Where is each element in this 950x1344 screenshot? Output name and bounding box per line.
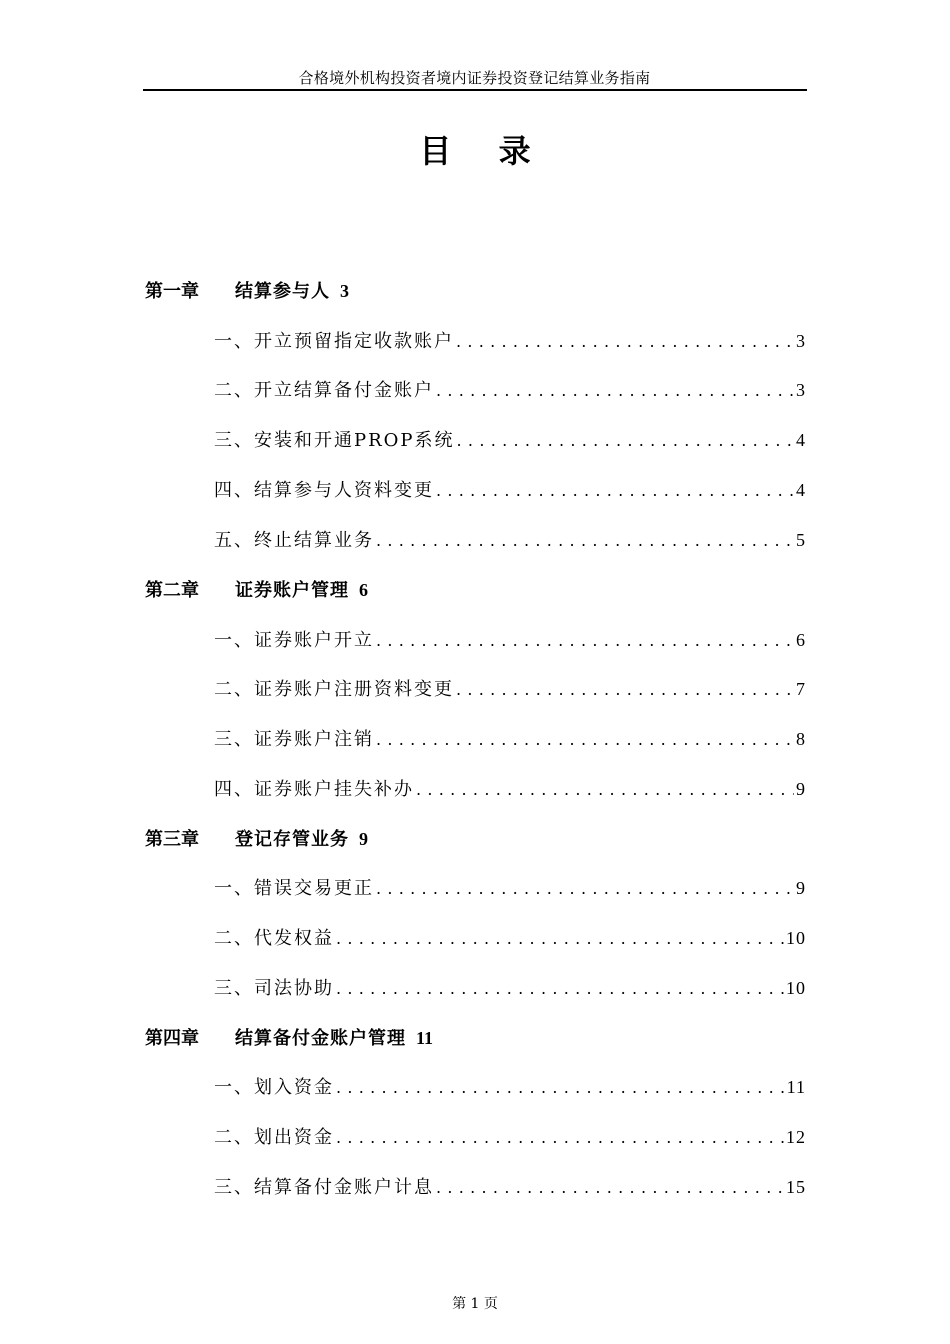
- entry-label: 一、划入资金: [214, 1077, 334, 1098]
- toc-entry[interactable]: [214, 973, 806, 1003]
- entry-label: 二、开立结算备付金账户: [214, 380, 434, 401]
- toc-entry[interactable]: [214, 774, 806, 804]
- entry-page: 11: [786, 1077, 806, 1097]
- dot-leader: [456, 675, 794, 705]
- chapter-page: 3: [340, 281, 349, 301]
- entry-page: 4: [796, 480, 806, 500]
- dot-leader: [336, 974, 784, 1004]
- toc-entry[interactable]: [214, 326, 806, 356]
- entry-label: 三、司法协助: [214, 978, 334, 999]
- dot-leader: [436, 376, 794, 406]
- toc-entry[interactable]: [214, 724, 806, 754]
- entry-label: 三、安装和开通PROP系统: [214, 430, 455, 451]
- entry-label: 五、终止结算业务: [214, 530, 374, 551]
- entry-page: 8: [796, 729, 806, 749]
- toc-entry[interactable]: [214, 625, 806, 655]
- chapter-title: 结算参与人: [235, 281, 330, 302]
- dot-leader: [376, 874, 794, 904]
- chapter-title: 登记存管业务: [235, 829, 349, 850]
- dot-leader: [336, 1073, 785, 1103]
- chapter-title: 结算备付金账户管理: [235, 1028, 406, 1049]
- entry-page: 10: [786, 978, 806, 998]
- dot-leader: [376, 626, 794, 656]
- chapter-number: 第一章: [145, 281, 199, 302]
- entry-page: 7: [796, 679, 806, 699]
- dot-leader: [416, 775, 794, 805]
- entry-label: 三、结算备付金账户计息: [214, 1177, 434, 1198]
- chapter-number: 第四章: [145, 1028, 199, 1049]
- toc-chapter-2[interactable]: [145, 575, 806, 605]
- toc-entry[interactable]: [214, 375, 806, 405]
- dot-leader: [457, 426, 794, 456]
- entry-page: 4: [796, 430, 806, 450]
- toc-entry[interactable]: [214, 1172, 806, 1202]
- chapter-page: 6: [359, 580, 368, 600]
- toc-entry[interactable]: [214, 873, 806, 903]
- dot-leader: [436, 476, 794, 506]
- dot-leader: [456, 327, 794, 357]
- entry-page: 6: [796, 630, 806, 650]
- entry-page: 3: [796, 380, 806, 400]
- entry-label: 四、结算参与人资料变更: [214, 480, 434, 501]
- chapter-number: 第三章: [145, 829, 199, 850]
- entry-label: 四、证券账户挂失补办: [214, 779, 414, 800]
- dot-leader: [336, 1123, 784, 1153]
- entry-label: 一、证券账户开立: [214, 630, 374, 651]
- entry-page: 15: [786, 1177, 806, 1197]
- toc-entry[interactable]: [214, 475, 806, 505]
- chapter-page: 9: [359, 829, 368, 849]
- entry-label: 二、划出资金: [214, 1127, 334, 1148]
- entry-label: 三、证券账户注销: [214, 729, 374, 750]
- dot-leader: [376, 526, 794, 556]
- entry-page: 12: [786, 1127, 806, 1147]
- toc-entry[interactable]: [214, 923, 806, 953]
- toc-entry[interactable]: [214, 1072, 806, 1102]
- entry-page: 3: [796, 331, 806, 351]
- entry-label: 一、开立预留指定收款账户: [214, 331, 454, 352]
- toc-chapter-4[interactable]: [145, 1023, 806, 1053]
- chapter-page: 11: [416, 1028, 434, 1048]
- page-number-footer: 第 1 页: [452, 1296, 498, 1312]
- entry-label: 二、证券账户注册资料变更: [214, 679, 454, 700]
- dot-leader: [436, 1173, 784, 1203]
- toc-entry[interactable]: [214, 525, 806, 555]
- running-header: 合格境外机构投资者境内证券投资登记结算业务指南: [298, 69, 651, 87]
- chapter-title: 证券账户管理: [235, 580, 349, 601]
- entry-page: 9: [796, 779, 806, 799]
- page-title: 目 录: [419, 132, 549, 170]
- toc-entry[interactable]: [214, 674, 806, 704]
- toc-chapter-3[interactable]: [145, 824, 806, 854]
- dot-leader: [336, 924, 784, 954]
- entry-page: 9: [796, 878, 806, 898]
- toc-chapter-1[interactable]: [145, 276, 806, 306]
- toc-entry[interactable]: [214, 1122, 806, 1152]
- entry-page: 5: [796, 530, 806, 550]
- toc-entry[interactable]: [214, 425, 806, 455]
- chapter-number: 第二章: [145, 580, 199, 601]
- dot-leader: [376, 725, 794, 755]
- entry-page: 10: [786, 928, 806, 948]
- entry-label: 二、代发权益: [214, 928, 334, 949]
- entry-label: 一、错误交易更正: [214, 878, 374, 899]
